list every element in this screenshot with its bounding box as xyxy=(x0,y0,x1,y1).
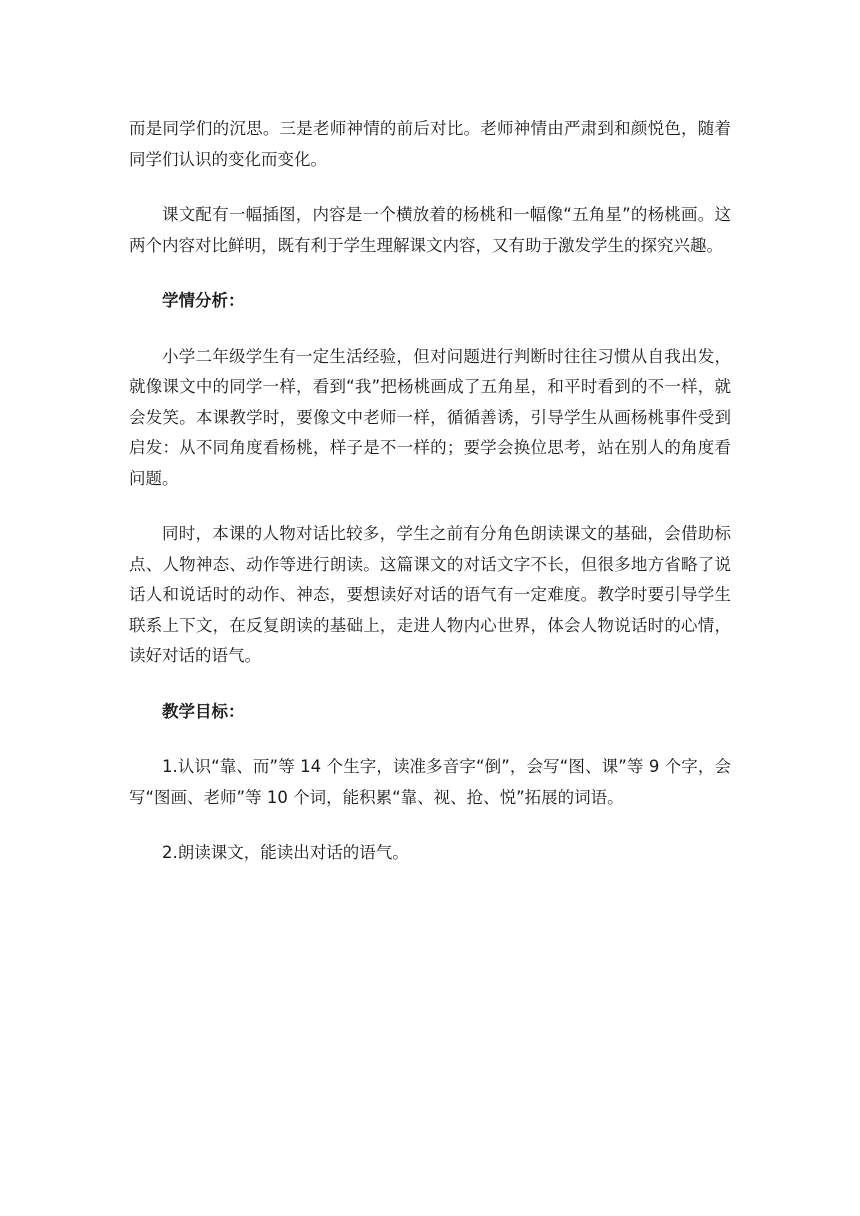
paragraph-content-continuation: 而是同学们的沉思。三是老师神情的前后对比。老师神情由严肃到和颜悦色，随着同学们认识的变化而变化。 xyxy=(129,119,731,169)
paragraph-student-analysis-1: 小学二年级学生有一定生活经验，但对问题进行判断时往往习惯从自我出发，就像课文中的同学一样，看到“我”把杨桃画成了五角星，和平时看到的不一样，就会发笑。本课教学时，要像文中老师一样，循循善诱，引导学生从画杨桃事件受到启发：从不同角度看杨桃，样子是不一样的；要学会换位思考，站在别人的角度看问题。 xyxy=(129,346,731,488)
teaching-goal-2: 2.朗读课文，能读出对话的语气。 xyxy=(162,843,409,862)
teaching-goal-1: 1.认识“靠、而”等 14 个生字，读准多音字“倒”，会写“图、课”等 9 个字，会写“图画、老师”等 10 个词，能积累“靠、视、抢、悦”拓展的词语。 xyxy=(129,757,731,807)
paragraph-student-analysis-2: 同时，本课的人物对话比较多，学生之前有分角色朗读课文的基础，会借助标点、人物神态、动作等进行朗读。这篇课文的对话文字不长，但很多地方省略了说话人和说话时的动作、神态，要想读好对话的语气有一定难度。教学时要引导学生联系上下文，在反复朗读的基础上，走进人物内心世界，体会人物说话时的心情，读好对话的语气。 xyxy=(129,524,731,665)
heading-teaching-goals: 教学目标： xyxy=(162,701,245,721)
heading-student-analysis: 学情分析： xyxy=(162,291,245,310)
paragraph-illustration: 课文配有一幅插图，内容是一个横放着的杨桃和一幅像“五角星”的杨桃画。这两个内容对比鲜明，既有利于学生理解课文内容，又有助于激发学生的探究兴趣。 xyxy=(129,205,731,255)
document-page xyxy=(129,114,731,869)
